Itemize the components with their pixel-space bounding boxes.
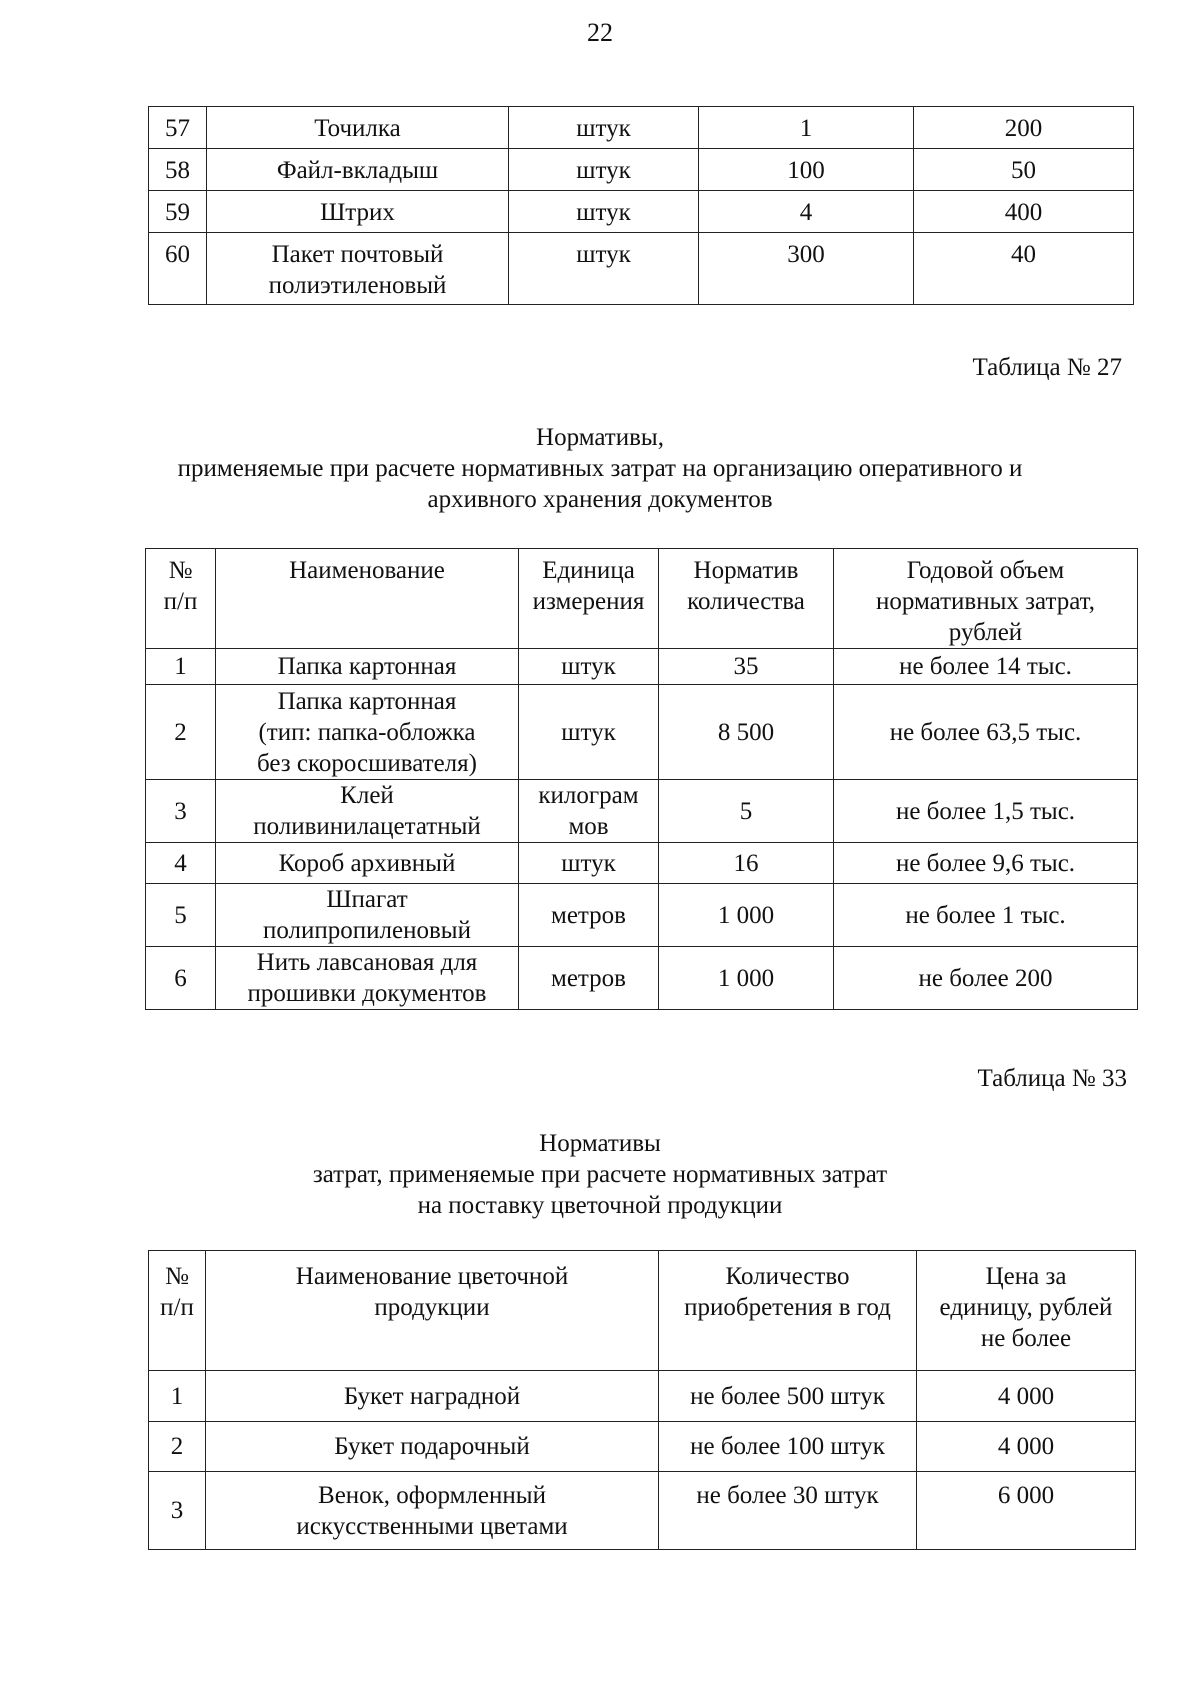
cell-norm: 8 500 [659, 685, 834, 780]
table-33-caption: Таблица № 33 [977, 1065, 1127, 1092]
heading-line: архивного хранения документов [427, 486, 773, 513]
cell-price: 4 000 [917, 1371, 1136, 1422]
header-line: № [168, 557, 193, 584]
cell-name [207, 149, 509, 191]
header-line: Норматив [693, 557, 799, 584]
cell-volume: не более 1 тыс. [834, 884, 1138, 947]
header-line: не более [980, 1325, 1072, 1352]
header-line: рублей [948, 619, 1023, 646]
cell-unit [519, 780, 659, 843]
cell-name [206, 1472, 659, 1550]
cell-name-line: Точилка [314, 115, 401, 142]
header-line: Годовой объем [906, 557, 1065, 584]
header-num [146, 549, 216, 649]
header-line: № [165, 1263, 189, 1290]
cell-num: 3 [149, 1472, 206, 1550]
cell-unit-line: килограм [538, 782, 639, 809]
cell-name-line: Нить лавсановая для [256, 949, 478, 976]
cell-name-line: поливинилацетатный [253, 813, 481, 840]
cell-name-line: полипропиленовый [263, 917, 471, 944]
cell-qty: не более 500 штук [659, 1371, 917, 1422]
cell-num: 58 [149, 149, 207, 191]
cell-name-line: Букет подарочный [334, 1433, 530, 1460]
table-27-heading [0, 422, 1200, 515]
cell-unit-line: мов [568, 813, 609, 840]
table-33 [148, 1250, 1136, 1550]
cell-price: 200 [914, 107, 1134, 149]
cell-num: 1 [146, 649, 216, 685]
cell-name [216, 685, 519, 780]
cell-unit-line: метров [551, 964, 626, 992]
cell-norm: 5 [659, 780, 834, 843]
table-33-header-row [149, 1251, 1136, 1371]
table-row [146, 947, 1138, 1010]
cell-num: 60 [149, 233, 207, 305]
cell-price: 40 [914, 233, 1134, 305]
cell-norm: 35 [659, 649, 834, 685]
cell-qty: 1 [699, 107, 914, 149]
cell-qty: 300 [699, 233, 914, 305]
cell-unit [519, 947, 659, 1010]
heading-line: Нормативы, [536, 424, 664, 451]
cell-unit: штук [509, 191, 699, 233]
cell-name [207, 233, 509, 305]
cell-name-line: Пакет почтовый [271, 241, 444, 268]
cell-name [216, 843, 519, 884]
cell-price: 50 [914, 149, 1134, 191]
cell-volume: не более 200 [834, 947, 1138, 1010]
header-price [917, 1251, 1136, 1371]
header-volume [834, 549, 1138, 649]
cell-name-line: Папка картонная [277, 687, 457, 715]
table-27-header-row [146, 549, 1138, 649]
cell-unit-line: штук [561, 653, 616, 680]
cell-name-line: Букет наградной [343, 1382, 521, 1410]
table-row [149, 149, 1134, 191]
cell-num: 3 [146, 780, 216, 843]
cell-unit: штук [509, 107, 699, 149]
table-row [146, 843, 1138, 884]
header-line: Цена за [985, 1263, 1067, 1290]
cell-volume: не более 63,5 тыс. [834, 685, 1138, 780]
cell-name-line: Файл-вкладыш [276, 157, 439, 184]
header-qty [659, 1251, 917, 1371]
table-row [149, 233, 1134, 305]
table-row [149, 191, 1134, 233]
cell-name-line: Шпагат [326, 886, 408, 913]
cell-qty: 4 [699, 191, 914, 233]
table-row [146, 649, 1138, 685]
heading-line: применяемые при расчете нормативных затрат на организацию оперативного и [177, 455, 1023, 482]
cell-price: 400 [914, 191, 1134, 233]
table-row [149, 1422, 1136, 1472]
cell-norm: 16 [659, 843, 834, 884]
continuation-table [148, 106, 1134, 305]
cell-num: 6 [146, 947, 216, 1010]
header-line: Наименование цветочной [295, 1263, 569, 1290]
cell-name-line: Папка картонная [277, 653, 457, 680]
cell-num: 1 [149, 1371, 206, 1422]
cell-norm: 1 000 [659, 884, 834, 947]
cell-qty: 100 [699, 149, 914, 191]
cell-name-line: (тип: папка-обложка [258, 718, 476, 746]
cell-name-line: прошивки документов [247, 980, 487, 1007]
table-27-caption: Таблица № 27 [972, 354, 1122, 381]
cell-qty: не более 100 штук [659, 1422, 917, 1472]
page-number: 22 [587, 18, 613, 47]
header-line: Единица [542, 557, 635, 584]
cell-unit [519, 843, 659, 884]
cell-unit: штук [509, 233, 699, 305]
table-33-heading [0, 1128, 1200, 1221]
table-row [146, 884, 1138, 947]
cell-name [207, 107, 509, 149]
cell-volume: не более 9,6 тыс. [834, 843, 1138, 884]
header-line: измерения [532, 588, 645, 615]
table-27 [145, 548, 1138, 1010]
header-line: Количество [725, 1263, 850, 1290]
cell-name-line: Венок, оформленный [318, 1481, 546, 1509]
cell-unit-line: штук [561, 718, 616, 746]
header-num [149, 1251, 206, 1371]
cell-name-line: искусственными цветами [296, 1512, 568, 1540]
header-line: единицу, рублей [939, 1294, 1113, 1321]
cell-name [216, 884, 519, 947]
header-unit [519, 549, 659, 649]
cell-qty: не более 30 штук [659, 1472, 917, 1550]
heading-line: затрат, применяемые при расчете нормативных затрат [312, 1161, 888, 1188]
header-line: п/п [163, 588, 198, 615]
cell-price: 4 000 [917, 1422, 1136, 1472]
header-norm [659, 549, 834, 649]
cell-num: 57 [149, 107, 207, 149]
cell-name-line: Короб архивный [278, 849, 456, 877]
table-row [146, 780, 1138, 843]
cell-name-line: Клей [340, 782, 394, 809]
cell-name [216, 780, 519, 843]
header-line: количества [687, 588, 805, 615]
cell-num: 5 [146, 884, 216, 947]
cell-volume: не более 14 тыс. [834, 649, 1138, 685]
cell-unit-line: штук [561, 849, 616, 877]
heading-line: на поставку цветочной продукции [417, 1192, 783, 1219]
cell-unit [519, 649, 659, 685]
cell-num: 59 [149, 191, 207, 233]
cell-name [206, 1371, 659, 1422]
cell-unit-line: метров [551, 901, 626, 929]
header-line: продукции [374, 1294, 490, 1321]
header-line: Наименование [289, 557, 445, 584]
header-line: нормативных затрат, [876, 588, 1095, 615]
table-row [146, 685, 1138, 780]
cell-unit [519, 884, 659, 947]
table-row [149, 1472, 1136, 1550]
header-line: приобретения в год [684, 1294, 891, 1321]
cell-name [206, 1422, 659, 1472]
table-row [149, 107, 1134, 149]
heading-line: Нормативы [539, 1130, 661, 1157]
header-name [206, 1251, 659, 1371]
header-line: п/п [160, 1294, 194, 1321]
cell-name [216, 947, 519, 1010]
cell-norm: 1 000 [659, 947, 834, 1010]
cell-num: 2 [149, 1422, 206, 1472]
cell-name-line: полиэтиленовый [268, 272, 447, 299]
cell-num: 4 [146, 843, 216, 884]
cell-name-line: Штрих [320, 199, 395, 226]
header-name [216, 549, 519, 649]
table-row [149, 1371, 1136, 1422]
cell-num: 2 [146, 685, 216, 780]
cell-name [207, 191, 509, 233]
cell-volume: не более 1,5 тыс. [834, 780, 1138, 843]
cell-unit [519, 685, 659, 780]
cell-unit: штук [509, 149, 699, 191]
cell-name-line: без скоросшивателя) [257, 749, 477, 777]
cell-name [216, 649, 519, 685]
cell-price: 6 000 [917, 1472, 1136, 1550]
